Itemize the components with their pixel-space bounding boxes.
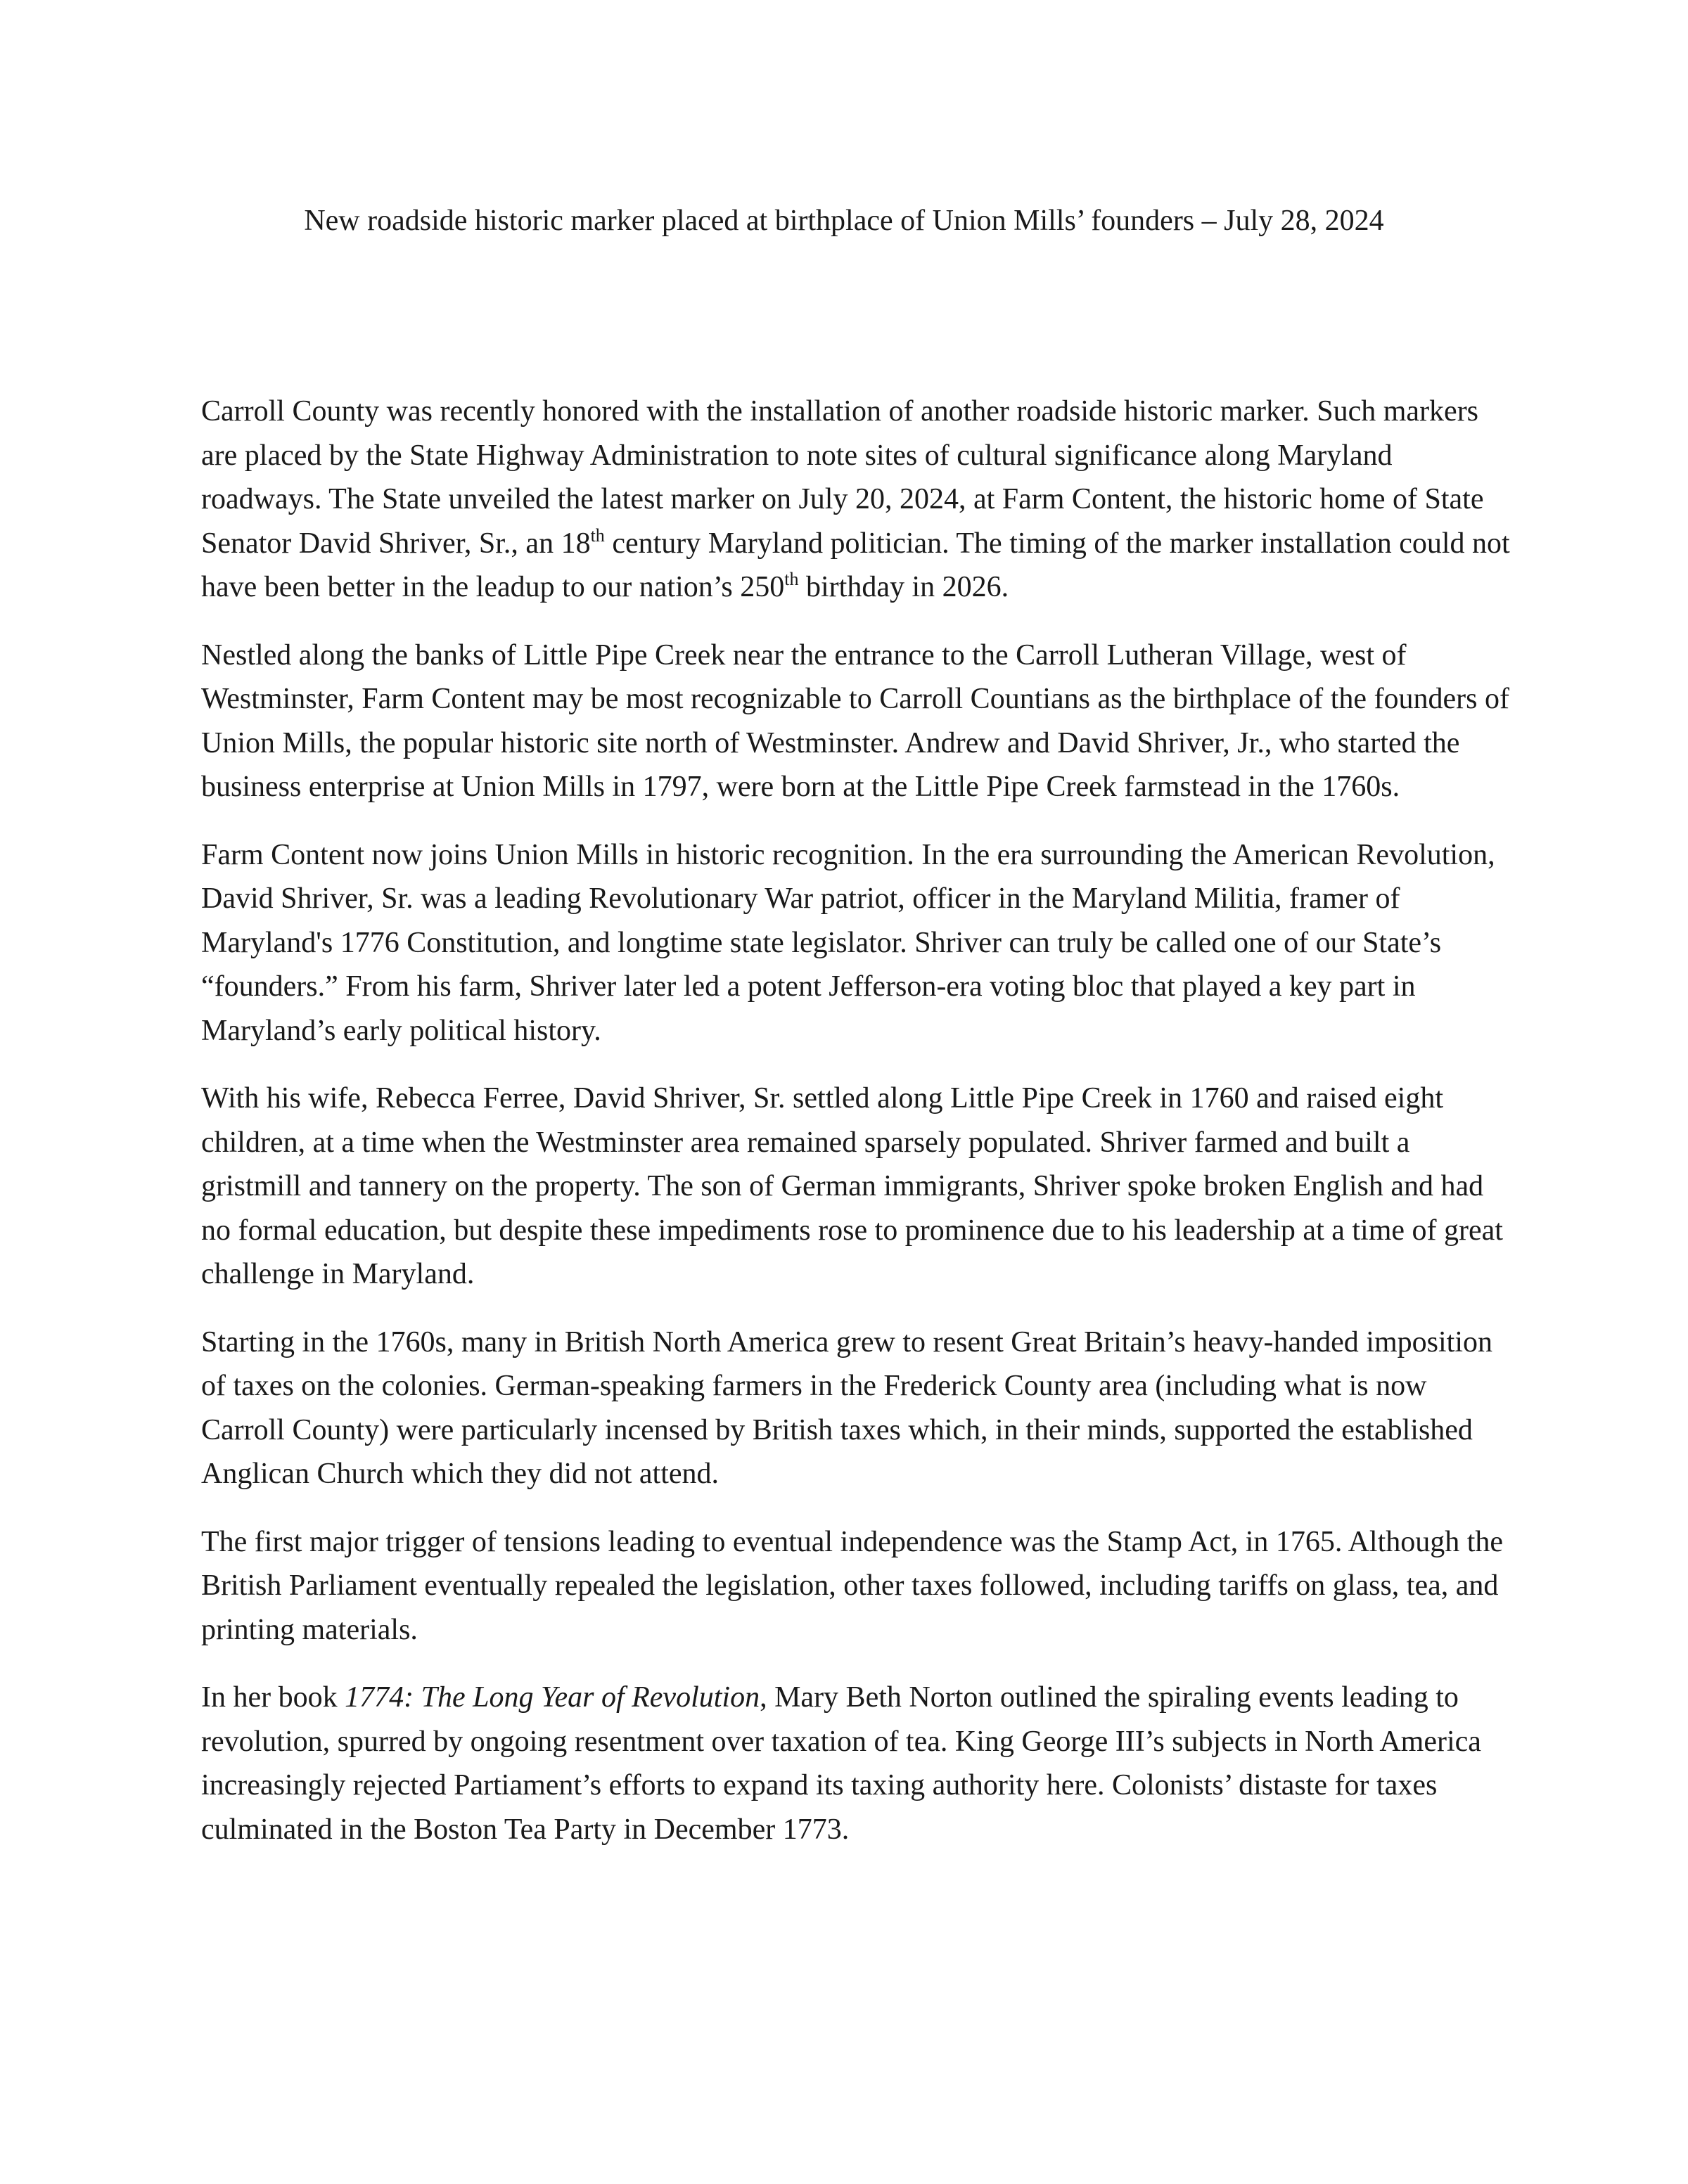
document-title: New roadside historic marker placed at birthplace of Union Mills’ founders – July 28, 2024 <box>304 205 1384 237</box>
paragraph-1-text-c: birthday in 2026. <box>798 571 1009 603</box>
paragraph-1-text-b: century Maryland politician. The timing of the marker installation could not have been better in the leadup to our nation’s 250 <box>201 527 1510 603</box>
ordinal-suffix: th <box>590 525 605 546</box>
paragraph-2: Nestled along the banks of Little Pipe Creek near the entrance to the Carroll Lutheran Village, west of Westminster, Farm Content may be most recognizable to Carroll Countians as the birthplace of the founders of Union Mills, the popular historic site north of Westminster. Andrew and David Shriver, Jr., who started the business enterprise at Union Mills in 1797, were born at the Little Pipe Creek farmstead in the 1760s. <box>201 638 1509 803</box>
paragraph-6: The first major trigger of tensions leading to eventual independence was the Stamp Act, in 1765. Although the British Parliament eventually repealed the legislation, other taxes followed, including tariffs on glass, tea, and printing materials. <box>201 1525 1504 1646</box>
paragraph-7-text-b: , Mary Beth Norton outlined the spiraling events leading to revolution, spurred by ongoing resentment over taxation of tea. King George III’s subjects in North America increasingly rejected Partiament’s efforts to expand its taxing authority here. Colonists’ distaste for taxes culminated in the Boston Tea Party in December 1773. <box>201 1681 1481 1846</box>
paragraph-1 <box>201 390 1516 610</box>
paragraph-4: With his wife, Rebecca Ferree, David Shriver, Sr. settled along Little Pipe Creek in 1760 and raised eight children, at a time when the Westminster area remained sparsely populated. Shriver farmed and built a gristmill and tannery on the property. The son of German immigrants, Shriver spoke broken English and had no formal education, but despite these impediments rose to prominence due to his leadership at a time of great challenge in Maryland. <box>201 1082 1503 1290</box>
paragraph-5: Starting in the 1760s, many in British North America grew to resent Great Britain’s heavy-handed imposition of taxes on the colonies. German-speaking farmers in the Frederick County area (including what is now Carroll County) were particularly incensed by British taxes which, in their minds, supported the established Anglican Church which they did not attend. <box>201 1325 1492 1490</box>
paragraph-7-text-a: In her book <box>201 1681 345 1714</box>
book-title: 1774: The Long Year of Revolution <box>345 1681 760 1714</box>
paragraph-3: Farm Content now joins Union Mills in historic recognition. In the era surrounding the American Revolution, David Shriver, Sr. was a leading Revolutionary War patriot, officer in the Maryland Militia, framer of Maryland's 1776 Constitution, and longtime state legislator. Shriver can truly be called one of our State’s “founders.” From his farm, Shriver later led a potent Jefferson-era voting bloc that played a key part in Maryland’s early political history. <box>201 838 1495 1047</box>
ordinal-suffix: th <box>784 569 799 589</box>
paragraph-1-text-a: Carroll County was recently honored with the installation of another roadside historic marker. Such markers are placed by the State Highway Administration to note sites of cultural significance along Maryland roadways. The State unveiled the latest marker on July 20, 2024, at Farm Content, the historic home of State Senator David Shriver, Sr., an 18 <box>201 395 1484 560</box>
article-body <box>201 390 1516 1875</box>
paragraph-7 <box>201 1676 1516 1851</box>
